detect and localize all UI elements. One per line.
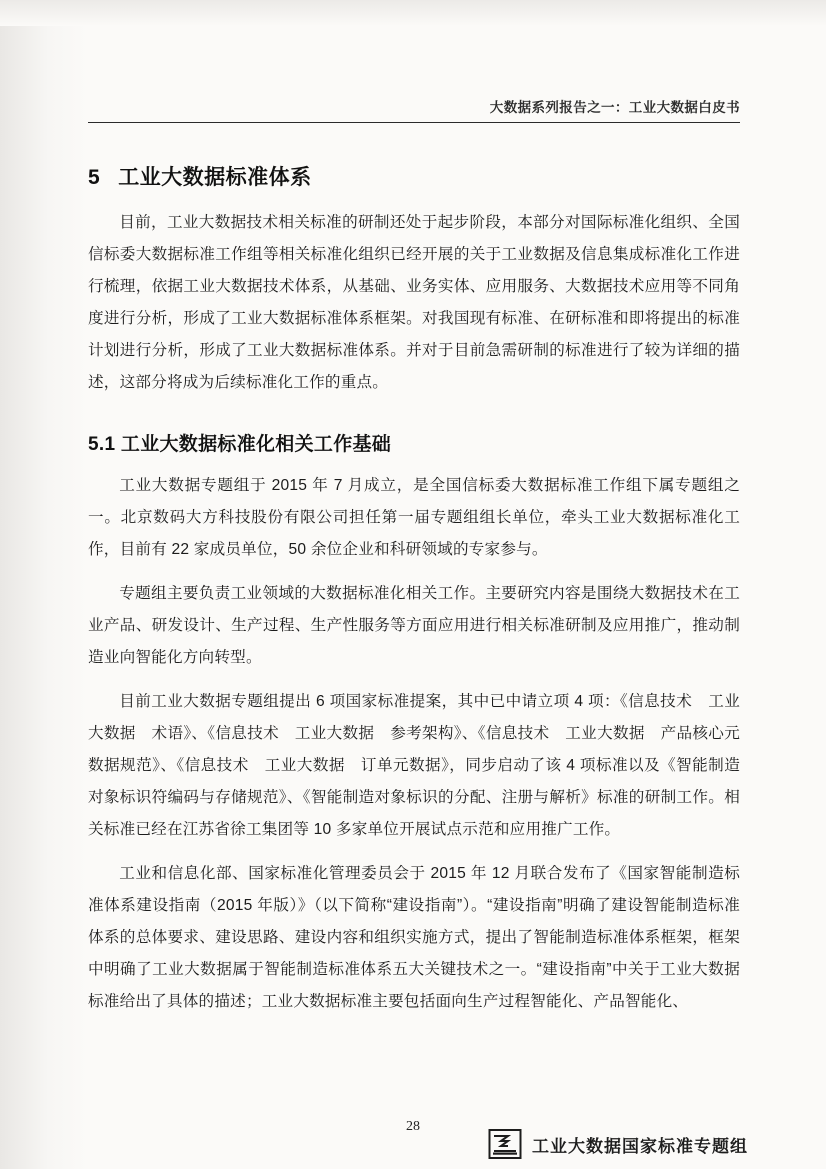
page-number: 28	[406, 1119, 420, 1134]
running-header: 大数据系列报告之一：工业大数据白皮书	[489, 100, 740, 115]
footer-logo	[488, 1127, 748, 1161]
page-footer	[0, 1119, 826, 1156]
section-heading	[88, 161, 740, 191]
section-number: 5	[88, 166, 101, 189]
page-edge-shadow-top	[0, 0, 826, 26]
paragraph-1: 工业大数据专题组于 2015 年 7 月成立，是全国信标委大数据标准工作组下属专题组之一。北京数码大方科技股份有限公司担任第一届专题组组长单位，牵头工业大数据标准化工作，目前有 22 家成员单位，50 余位企业和科研领域的专家参与。	[88, 477, 740, 558]
footer-organization: 工业大数据国家标准专题组	[532, 1136, 748, 1156]
section-intro-paragraph: 目前，工业大数据技术相关标准的研制还处于起步阶段，本部分对国际标准化组织、全国信标委大数据标准工作组等相关标准化组织已经开展的关于工业数据及信息集成标准化工作进行梳理，依据工业大数据技术体系，从基础、业务实体、应用服务、大数据技术应用等不同角度进行分析，形成了工业大数据标准体系框架。对我国现有标准、在研标准和即将提出的标准计划进行分析，形成了工业大数据标准体系。并对于目前急需研制的标准进行了较为详细的描述，这部分将成为后续标准化工作的重点。	[88, 214, 740, 391]
page-content	[88, 96, 740, 1030]
page-edge-shadow-left	[0, 0, 88, 1169]
section-title-text: 工业大数据标准体系	[118, 166, 312, 189]
book-emblem-icon	[488, 1127, 522, 1161]
header-rule	[88, 122, 740, 123]
paragraph-3: 目前工业大数据专题组提出 6 项国家标准提案，其中已中请立项 4 项：《信息技术 工业大数据 术语》、《信息技术 工业大数据 参考架构》、《信息技术 工业大数据 产品核心元数据规范》、《信息技术 工业大数据 订单元数据》，同步启动了该 4 项标准以及《智能制造对象标识符编码与存储规范》、《智能制造对象标识的分配、注册与解析》标准的研制工作。相关标准已经在江苏省徐工集团等 10 多家单位开展试点示范和应用推广工作。	[88, 693, 740, 838]
paragraph-2: 专题组主要负责工业领域的大数据标准化相关工作。主要研究内容是围绕大数据技术在工业产品、研发设计、生产过程、生产性服务等方面应用进行相关标准研制及应用推广，推动制造业向智能化方向转型。	[88, 585, 740, 666]
subsection-heading: 5.1 工业大数据标准化相关工作基础	[88, 434, 392, 455]
paragraph-4: 工业和信息化部、国家标准化管理委员会于 2015 年 12 月联合发布了《国家智能制造标准体系建设指南（2015 年版）》（以下简称“建设指南”）。“建设指南”明确了建设智能制造标准体系的总体要求、建设思路、建设内容和组织实施方式，提出了智能制造标准体系框架，框架中明确了工业大数据属于智能制造标准体系五大关键技术之一。“建设指南”中关于工业大数据标准给出了具体的描述；工业大数据标准主要包括面向生产过程智能化、产品智能化、	[88, 865, 740, 1010]
